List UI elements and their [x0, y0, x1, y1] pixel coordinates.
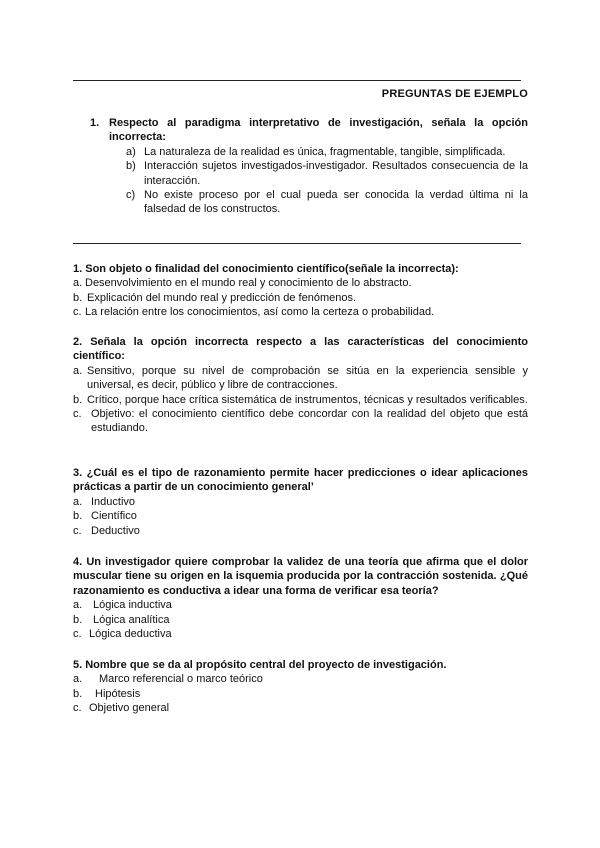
option-item	[73, 495, 528, 509]
option-text: Lógica analítica	[93, 613, 170, 626]
option-letter: b.	[73, 613, 83, 626]
question-text: 2. Señala la opción incorrecta respecto a las características del conocimiento científico:	[73, 336, 528, 363]
option-letter: a.	[73, 673, 83, 686]
option-letter: b.	[73, 510, 83, 523]
example-question-text	[90, 116, 528, 145]
option-letter: c)	[126, 189, 136, 202]
example-options	[126, 145, 528, 217]
question-text: 3. ¿Cuál es el tipo de razonamiento permite hacer predicciones o idear aplicaciones prácticas a partir de un conocimiento general’	[73, 467, 528, 494]
option-text: La relación entre los conocimientos, así como la certeza o probabilidad.	[85, 306, 435, 319]
option-item	[73, 613, 528, 627]
question-number: 1.	[90, 117, 100, 129]
option-text: Sensitivo, porque su nivel de comprobación se sitúa en la experiencia sensible y universal, es decir, público y libre de contracciones.	[87, 364, 528, 392]
question-text: 5. Nombre que se da al propósito central del proyecto de investigación.	[73, 659, 447, 671]
question-1	[73, 262, 528, 320]
option-item	[126, 188, 528, 217]
option-item	[73, 627, 528, 641]
option-letter: a.	[73, 495, 83, 508]
option-item	[73, 393, 528, 407]
option-item	[126, 145, 528, 159]
option-item	[73, 305, 528, 319]
question-label: Respecto al paradigma interpretativo de investigación, señala la opción incorrecta:	[109, 117, 528, 144]
option-text: No existe proceso por el cual pueda ser conocida la verdad última ni la falsedad de los constructos.	[144, 189, 528, 216]
option-text: Desenvolvimiento en el mundo real y conocimiento de lo abstracto.	[85, 277, 412, 290]
option-letter: c.	[73, 628, 82, 641]
option-letter: a.	[73, 599, 83, 612]
option-item	[73, 276, 528, 290]
option-item	[73, 672, 528, 686]
question-3	[73, 466, 528, 538]
option-item	[73, 701, 528, 715]
option-text: Inductivo	[91, 495, 136, 508]
option-text: Lógica deductiva	[89, 628, 172, 641]
top-divider	[73, 80, 521, 81]
option-text: Lógica inductiva	[93, 599, 172, 612]
middle-divider	[73, 243, 521, 244]
option-text: Objetivo general	[89, 702, 170, 715]
option-text: Objetivo: el conocimiento científico debe concordar con la realidad del objeto que está estudiando.	[91, 408, 528, 435]
option-text: Científico	[91, 510, 137, 523]
option-letter: a.	[73, 364, 83, 377]
option-letter: b.	[73, 393, 83, 406]
option-text: Deductivo	[91, 524, 140, 537]
option-letter: c.	[73, 702, 82, 715]
option-item	[73, 524, 528, 538]
option-item	[73, 509, 528, 523]
question-5	[73, 658, 528, 716]
option-letter: a)	[126, 145, 136, 158]
option-item	[73, 407, 528, 436]
option-text: Interacción sujetos investigados-investigador. Resultados consecuencia de la interacción.	[144, 160, 528, 187]
question-text: 1. Son objeto o finalidad del conocimiento científico(señale la incorrecta):	[73, 263, 459, 275]
option-item	[126, 159, 528, 188]
option-letter: c.	[73, 524, 82, 537]
option-item	[73, 291, 528, 305]
example-question	[90, 116, 528, 217]
option-letter: b.	[73, 687, 83, 700]
option-item	[73, 364, 528, 393]
option-item	[73, 687, 528, 701]
option-item	[73, 598, 528, 612]
question-4	[73, 555, 528, 641]
question-text: 4. Un investigador quiere comprobar la validez de una teoría que afirma que el dolor muscular tiene su origen en la isquemia producida por la contracción sostenida. ¿Qué razonamiento es conductiva a idear una forma de verificar esa teoría?	[73, 556, 528, 597]
question-2	[73, 335, 528, 436]
option-text: Crítico, porque hace crítica sistemática de instrumentos, técnicas y resultados verificables.	[87, 393, 528, 406]
option-letter: c.	[73, 306, 82, 319]
option-text: Hipótesis	[95, 687, 141, 700]
option-text: La naturaleza de la realidad es única, fragmentable, tangible, simplificada.	[144, 145, 506, 158]
option-letter: b)	[126, 160, 136, 173]
option-letter: a.	[73, 277, 83, 290]
option-letter: b.	[73, 291, 83, 304]
option-text: Explicación del mundo real y predicción de fenómenos.	[87, 291, 357, 304]
option-letter: c.	[73, 408, 82, 421]
option-text: Marco referencial o marco teórico	[99, 673, 263, 686]
page-title: PREGUNTAS DE EJEMPLO	[381, 88, 528, 100]
